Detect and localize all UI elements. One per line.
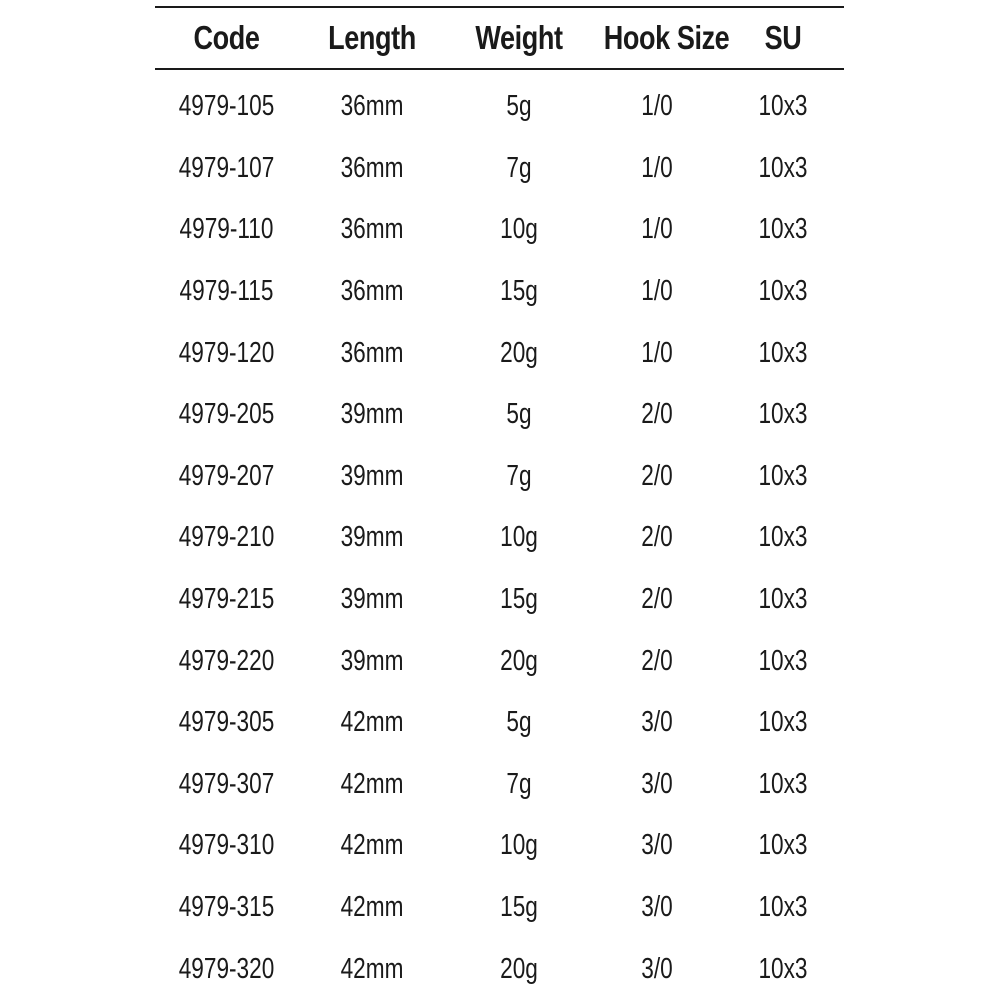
header-su: SU xyxy=(764,19,802,56)
cell-length: 42mm xyxy=(340,952,404,985)
table-row xyxy=(155,507,844,569)
cell-length: 36mm xyxy=(340,90,404,123)
cell-hook-size: 1/0 xyxy=(641,90,673,123)
table-row xyxy=(155,138,844,200)
table-row xyxy=(155,384,844,446)
cell-su: 10x3 xyxy=(758,891,808,924)
cell-code: 4979-207 xyxy=(178,459,275,492)
cell-length: 39mm xyxy=(340,644,404,677)
cell-code: 4979-105 xyxy=(178,90,275,123)
product-spec-table xyxy=(155,6,844,1000)
cell-code: 4979-120 xyxy=(178,336,275,369)
cell-weight: 5g xyxy=(506,706,532,739)
cell-weight: 5g xyxy=(506,398,532,431)
table-row xyxy=(155,754,844,816)
cell-su: 10x3 xyxy=(758,706,808,739)
cell-hook-size: 3/0 xyxy=(641,952,673,985)
cell-code: 4979-315 xyxy=(178,891,275,924)
table-row xyxy=(155,938,844,1000)
table-row xyxy=(155,569,844,631)
cell-weight: 5g xyxy=(506,90,532,123)
cell-code: 4979-115 xyxy=(179,275,274,308)
cell-hook-size: 3/0 xyxy=(641,829,673,862)
table-row xyxy=(155,877,844,939)
cell-hook-size: 3/0 xyxy=(641,706,673,739)
cell-weight: 7g xyxy=(506,767,532,800)
cell-code: 4979-215 xyxy=(178,583,275,616)
cell-weight: 20g xyxy=(500,644,538,677)
cell-length: 36mm xyxy=(340,151,404,184)
cell-hook-size: 2/0 xyxy=(641,644,673,677)
cell-hook-size: 2/0 xyxy=(641,583,673,616)
cell-weight: 20g xyxy=(500,336,538,369)
table-body xyxy=(155,70,844,1000)
table-row xyxy=(155,692,844,754)
table-header-row xyxy=(155,8,844,68)
cell-length: 36mm xyxy=(340,336,404,369)
cell-code: 4979-305 xyxy=(178,706,275,739)
header-length: Length xyxy=(328,19,416,56)
cell-weight: 15g xyxy=(500,583,538,616)
cell-su: 10x3 xyxy=(758,213,808,246)
table-row xyxy=(155,630,844,692)
cell-weight: 15g xyxy=(500,891,538,924)
cell-length: 39mm xyxy=(340,583,404,616)
cell-su: 10x3 xyxy=(758,151,808,184)
cell-length: 39mm xyxy=(340,521,404,554)
cell-weight: 20g xyxy=(500,952,538,985)
cell-code: 4979-320 xyxy=(178,952,275,985)
cell-length: 42mm xyxy=(340,767,404,800)
cell-weight: 15g xyxy=(500,275,538,308)
cell-su: 10x3 xyxy=(758,521,808,554)
cell-su: 10x3 xyxy=(758,767,808,800)
table-row xyxy=(155,815,844,877)
cell-weight: 10g xyxy=(500,829,538,862)
cell-length: 39mm xyxy=(340,459,404,492)
table-row xyxy=(155,199,844,261)
header-code: Code xyxy=(193,19,260,56)
cell-code: 4979-307 xyxy=(178,767,275,800)
cell-length: 39mm xyxy=(340,398,404,431)
cell-length: 42mm xyxy=(340,829,404,862)
table-row xyxy=(155,76,844,138)
cell-su: 10x3 xyxy=(758,398,808,431)
cell-hook-size: 3/0 xyxy=(641,891,673,924)
cell-code: 4979-110 xyxy=(179,213,274,246)
cell-su: 10x3 xyxy=(758,459,808,492)
cell-su: 10x3 xyxy=(758,275,808,308)
cell-code: 4979-310 xyxy=(178,829,275,862)
cell-su: 10x3 xyxy=(758,583,808,616)
cell-hook-size: 1/0 xyxy=(641,275,673,308)
cell-weight: 10g xyxy=(500,213,538,246)
cell-hook-size: 1/0 xyxy=(641,213,673,246)
cell-su: 10x3 xyxy=(758,952,808,985)
cell-su: 10x3 xyxy=(758,644,808,677)
cell-length: 42mm xyxy=(340,706,404,739)
cell-code: 4979-205 xyxy=(178,398,275,431)
cell-su: 10x3 xyxy=(758,336,808,369)
cell-hook-size: 3/0 xyxy=(641,767,673,800)
cell-su: 10x3 xyxy=(758,829,808,862)
cell-hook-size: 1/0 xyxy=(641,336,673,369)
table-row xyxy=(155,446,844,508)
cell-code: 4979-107 xyxy=(178,151,275,184)
header-weight: Weight xyxy=(475,19,563,56)
cell-su: 10x3 xyxy=(758,90,808,123)
table-row xyxy=(155,322,844,384)
cell-code: 4979-220 xyxy=(178,644,275,677)
cell-hook-size: 2/0 xyxy=(641,521,673,554)
cell-hook-size: 2/0 xyxy=(641,398,673,431)
cell-hook-size: 1/0 xyxy=(641,151,673,184)
cell-length: 36mm xyxy=(340,213,404,246)
cell-length: 42mm xyxy=(340,891,404,924)
cell-weight: 10g xyxy=(500,521,538,554)
header-hook-size: Hook Size xyxy=(603,19,730,56)
cell-weight: 7g xyxy=(506,459,532,492)
cell-weight: 7g xyxy=(506,151,532,184)
cell-code: 4979-210 xyxy=(178,521,275,554)
table-row xyxy=(155,261,844,323)
cell-length: 36mm xyxy=(340,275,404,308)
cell-hook-size: 2/0 xyxy=(641,459,673,492)
